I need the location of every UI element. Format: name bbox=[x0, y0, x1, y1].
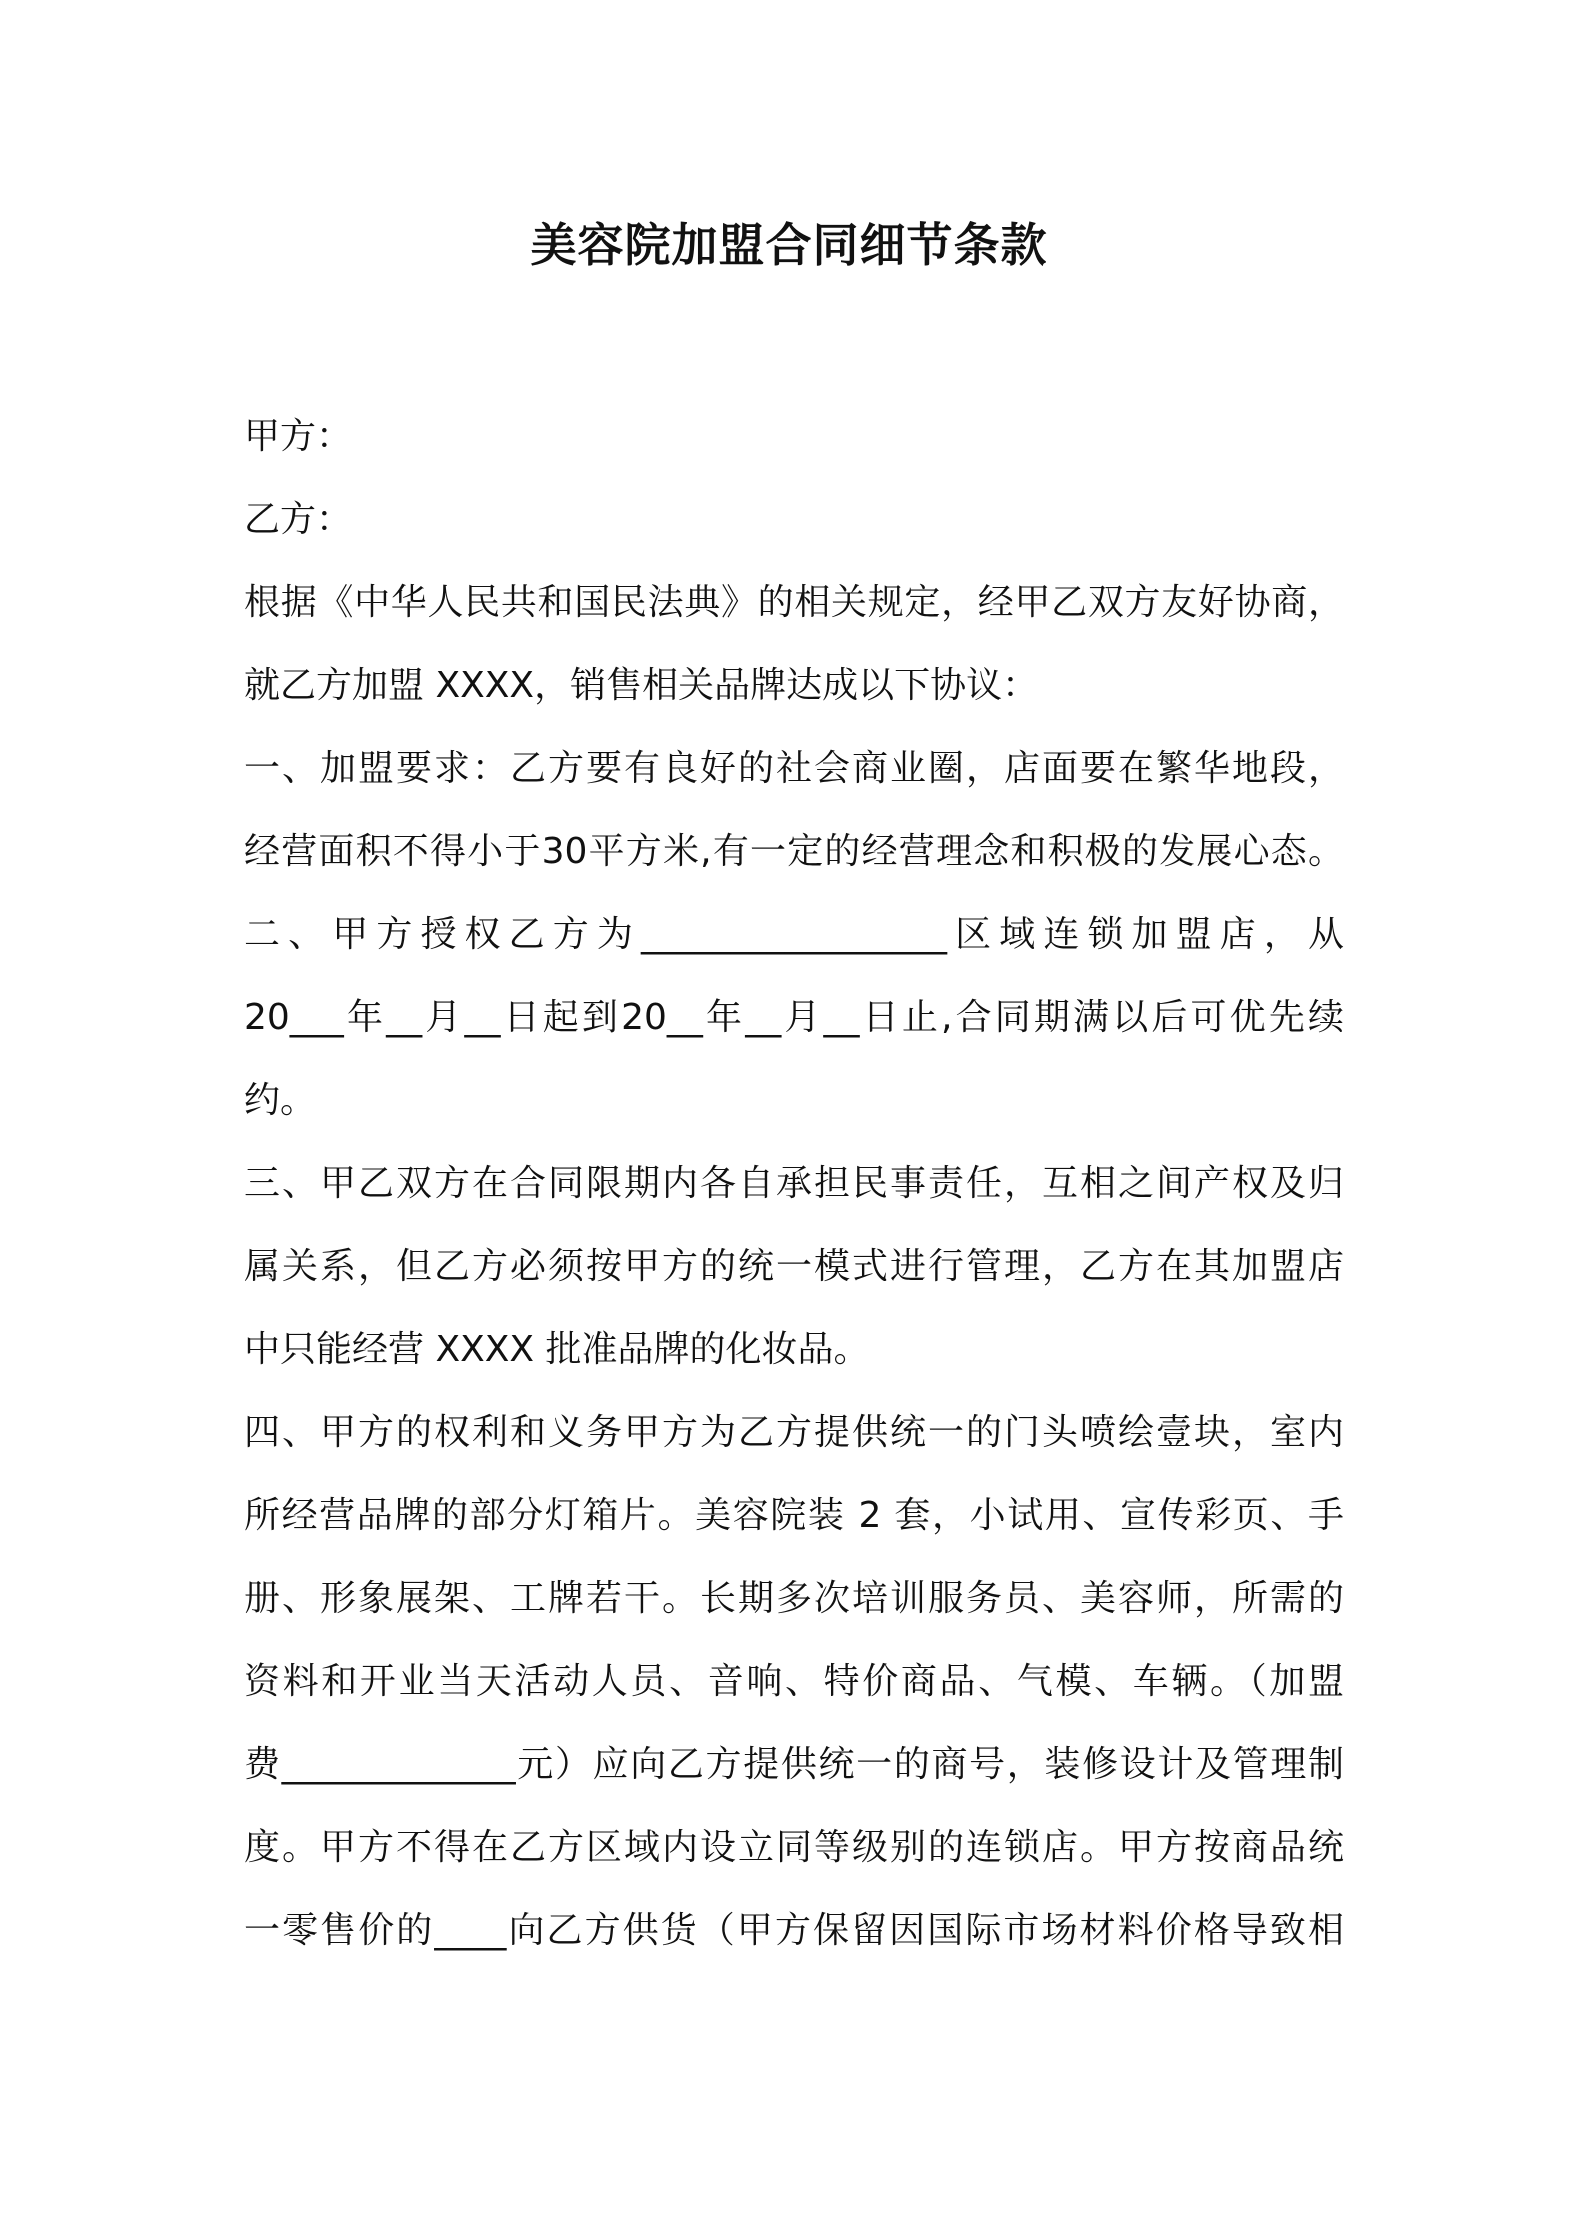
clause-4-line-3: 册、形象展架、工牌若干。长期多次培训服务员、美容师，所需的 bbox=[244, 1578, 1344, 1619]
clause-4-line-2: 所经营品牌的部分灯箱片。美容院装 2 套，小试用、宣传彩页、手 bbox=[244, 1495, 1344, 1536]
clause-1-line-1: 一、加盟要求：乙方要有良好的社会商业圈，店面要在繁华地段， bbox=[244, 748, 1344, 789]
party-a-line: 甲方： bbox=[244, 416, 353, 457]
clause-3-line-2: 属关系，但乙方必须按甲方的统一模式进行管理，乙方在其加盟店 bbox=[244, 1246, 1344, 1287]
preamble-line-2: 就乙方加盟 XXXX，销售相关品牌达成以下协议： bbox=[244, 665, 1039, 706]
clause-2-line-2: 20___年__月__日起到20__年__月__日止,合同期满以后可优先续 bbox=[244, 997, 1344, 1038]
clause-4-line-7: 一零售价的____向乙方供货（甲方保留因国际市场材料价格导致相 bbox=[244, 1910, 1344, 1951]
clause-2-line-3: 约。 bbox=[244, 1080, 317, 1121]
party-b-line: 乙方： bbox=[244, 499, 353, 540]
document-title: 美容院加盟合同细节条款 bbox=[530, 218, 1048, 272]
preamble-line-1: 根据《中华人民共和国民法典》的相关规定，经甲乙双方友好协商， bbox=[244, 582, 1344, 623]
clause-4-line-1: 四、甲方的权利和义务甲方为乙方提供统一的门头喷绘壹块，室内 bbox=[244, 1412, 1344, 1453]
clause-2-line-1: 二、甲方授权乙方为_________________区域连锁加盟店，从 bbox=[244, 914, 1344, 955]
clause-4-line-5: 费_____________元）应向乙方提供统一的商号，装修设计及管理制 bbox=[244, 1744, 1344, 1785]
clause-1-line-2: 经营面积不得小于30平方米,有一定的经营理念和积极的发展心态。 bbox=[244, 831, 1344, 872]
clause-4-line-6: 度。甲方不得在乙方区域内设立同等级别的连锁店。甲方按商品统 bbox=[244, 1827, 1344, 1868]
clause-4-line-4: 资料和开业当天活动人员、音响、特价商品、气模、车辆。（加盟 bbox=[244, 1661, 1344, 1702]
clause-3-line-1: 三、甲乙双方在合同限期内各自承担民事责任，互相之间产权及归 bbox=[244, 1163, 1344, 1204]
clause-3-line-3: 中只能经营 XXXX 批准品牌的化妆品。 bbox=[244, 1329, 870, 1370]
